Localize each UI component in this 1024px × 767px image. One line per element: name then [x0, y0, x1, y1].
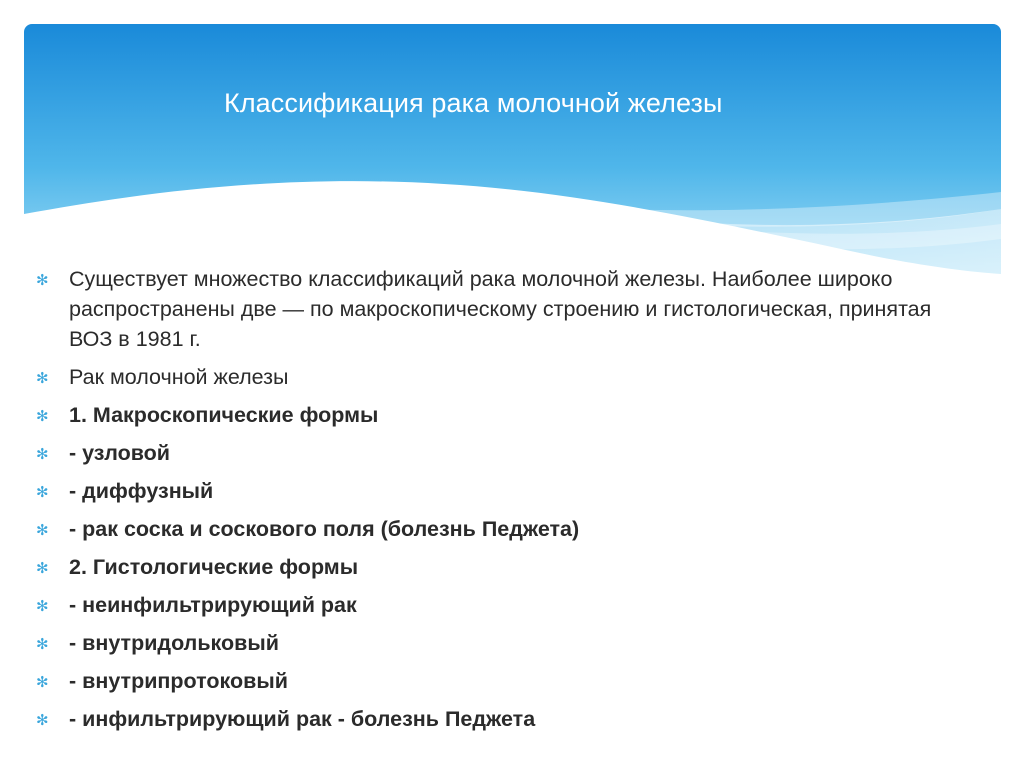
asterisk-bullet-icon: ✻: [36, 272, 49, 289]
asterisk-bullet-icon: ✻: [36, 370, 49, 387]
list-item: [36, 514, 936, 544]
list-item-text: - внутрипротоковый: [69, 669, 288, 693]
list-item: [36, 590, 936, 620]
list-item-text: - рак соска и соскового поля (болезнь Педжета): [69, 517, 580, 541]
list-item-text: Рак молочной железы: [69, 365, 289, 389]
list-item-text: - диффузный: [69, 479, 214, 503]
list-item: [36, 476, 936, 506]
list-item: [36, 704, 936, 734]
list-item-text: - внутридольковый: [69, 631, 279, 655]
asterisk-bullet-icon: ✻: [36, 712, 49, 729]
list-item-text: - инфильтрирующий рак - болезнь Педжета: [69, 707, 536, 731]
bullet-list: [36, 264, 936, 742]
list-item: [36, 552, 936, 582]
list-item: [36, 362, 936, 392]
asterisk-bullet-icon: ✻: [36, 446, 49, 463]
asterisk-bullet-icon: ✻: [36, 484, 49, 501]
asterisk-bullet-icon: ✻: [36, 636, 49, 653]
list-item: [36, 264, 936, 354]
sky-wave-background: [24, 24, 1001, 284]
asterisk-bullet-icon: ✻: [36, 560, 49, 577]
asterisk-bullet-icon: ✻: [36, 522, 49, 539]
list-item: [36, 438, 936, 468]
list-item: [36, 628, 936, 658]
list-item: [36, 400, 936, 430]
list-item-text: 2. Гистологические формы: [69, 555, 359, 579]
list-item-text: - неинфильтрирующий рак: [69, 593, 357, 617]
list-item-text: 1. Макроскопические формы: [69, 403, 379, 427]
slide-header-banner: [24, 24, 1001, 284]
asterisk-bullet-icon: ✻: [36, 408, 49, 425]
slide-title: Классификация рака молочной железы: [224, 88, 723, 118]
asterisk-bullet-icon: ✻: [36, 598, 49, 615]
list-item-text: Существует множество классификаций рака молочной железы. Наиболее широко распространены две — по макроскопическому строению и гистологическая, принятая ВОЗ в 1981 г.: [69, 267, 932, 351]
asterisk-bullet-icon: ✻: [36, 674, 49, 691]
list-item: [36, 666, 936, 696]
list-item-text: - узловой: [69, 441, 171, 465]
